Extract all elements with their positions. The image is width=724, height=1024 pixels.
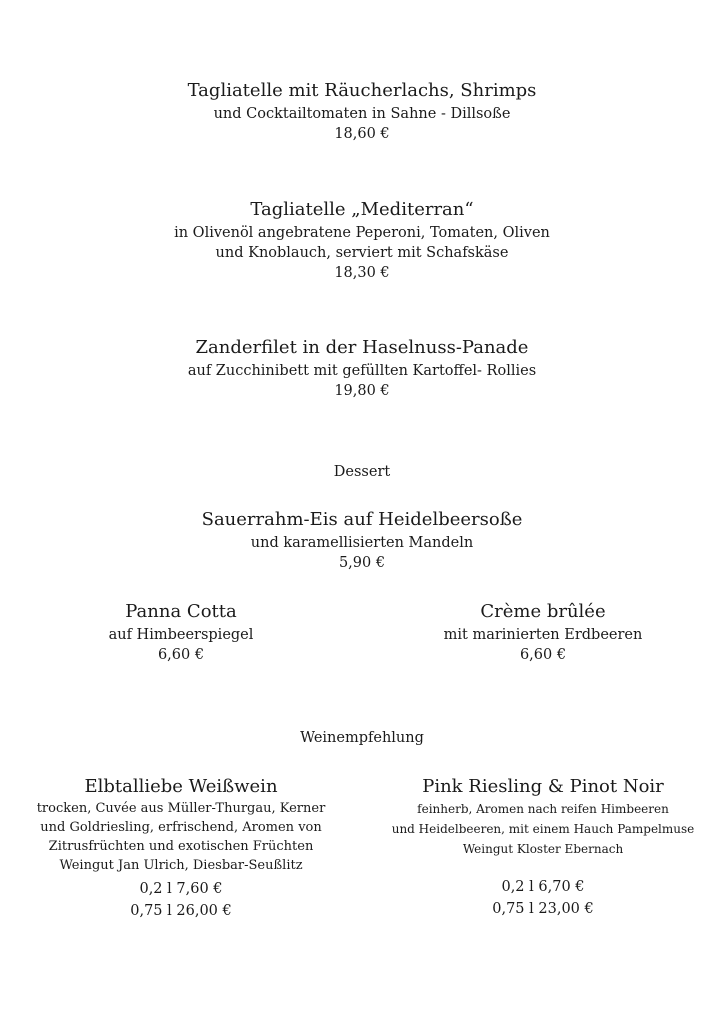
wine-price: 0,75 l 26,00 € [130,903,232,919]
wine-description: Zitrusfrüchten und exotischen Früchten [48,839,314,854]
dish-price: 18,60 € [334,126,390,142]
dessert-description: mit marinierten Erdbeeren [443,627,643,643]
dessert-description: und karamellisierten Mandeln [250,535,474,551]
dessert-heading: Dessert [333,464,391,480]
dessert-right [390,601,696,665]
dish-title: Tagliatelle mit Räucherlachs, Shrimps [187,80,537,101]
wine-price: 0,2 l 6,70 € [501,879,585,895]
dessert-title: Sauerrahm-Eis auf Heidelbeersoße [201,509,523,530]
wine-left [20,776,342,922]
dish-description: und Cocktailtomaten in Sahne - Dillsoße [213,106,511,122]
wine-title: Elbtalliebe Weißwein [84,776,278,797]
dessert-left [40,601,322,665]
dessert-title: Panna Cotta [125,601,237,622]
wine-description: und Heidelbeeren, mit einem Hauch Pampelmuse [391,822,695,836]
dish-description: in Olivenöl angebratene Peperoni, Tomaten, Oliven [174,225,550,241]
wine-description: trocken, Cuvée aus Müller-Thurgau, Kerner [36,801,326,816]
dessert-title: Crème brûlée [480,601,606,622]
dish-price: 18,30 € [334,265,390,281]
wine-right [372,776,714,920]
dish-description: auf Zucchinibett mit gefüllten Kartoffel- Rollies [187,363,537,379]
dish-title: Tagliatelle „Mediterran“ [250,199,474,220]
wine-title: Pink Riesling & Pinot Noir [422,776,664,797]
wine-description: und Goldriesling, erfrischend, Aromen von [40,820,322,835]
wine-description: Weingut Jan Ulrich, Diesbar-Seußlitz [59,858,303,873]
dish-title: Zanderfilet in der Haselnuss-Panade [195,337,529,358]
dish-description: und Knoblauch, serviert mit Schafskäse [215,245,509,261]
dish-3 [0,337,724,401]
dish-2 [0,199,724,283]
wine-price: 0,75 l 23,00 € [492,901,594,917]
dessert-price: 5,90 € [338,555,386,571]
wine-description: Weingut Kloster Ebernach [462,842,624,856]
wine-price: 0,2 l 7,60 € [139,881,223,897]
wine-description: feinherb, Aromen nach reifen Himbeeren [417,802,669,816]
dish-price: 19,80 € [334,383,390,399]
dessert-price: 6,60 € [519,647,567,663]
wine-heading: Weinempfehlung [300,730,424,746]
dessert-description: auf Himbeerspiegel [108,627,254,643]
dessert-price: 6,60 € [157,647,205,663]
dessert-main [0,509,724,573]
dish-1 [0,80,724,144]
